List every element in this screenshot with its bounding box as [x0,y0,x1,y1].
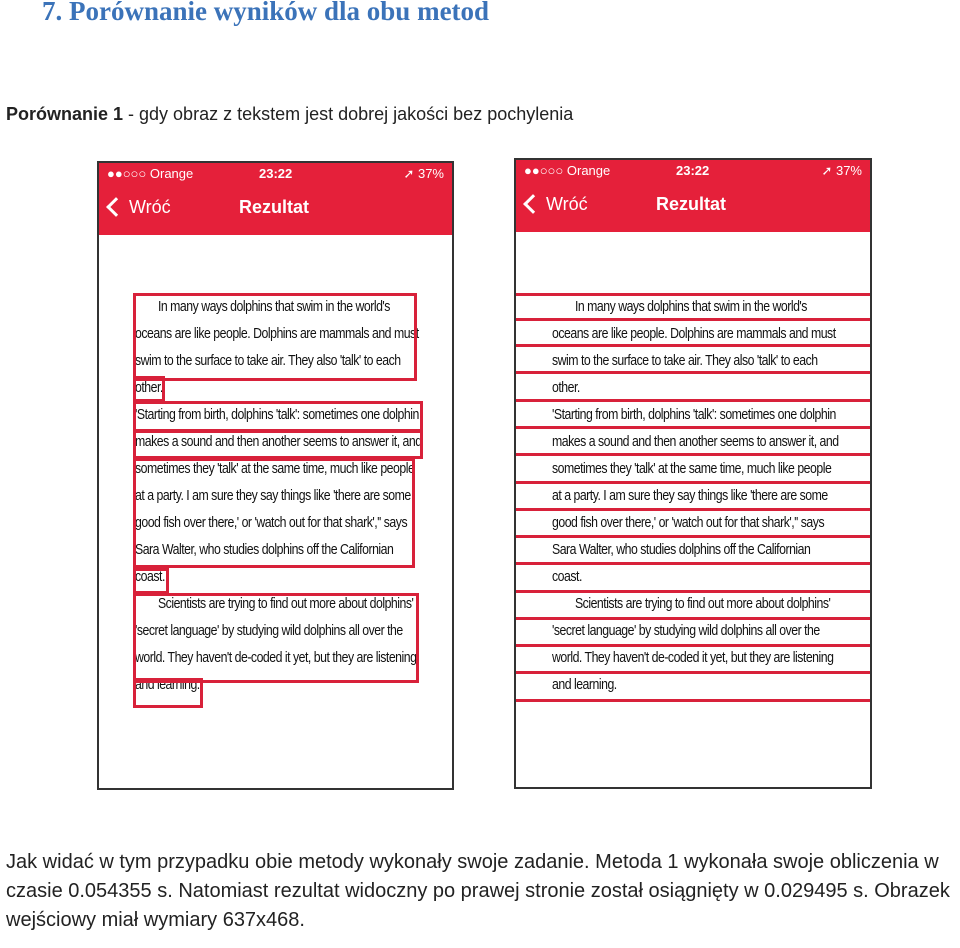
line-separator [516,644,870,647]
section-heading: 7. Porównanie wyników dla obu metod [42,0,490,26]
ocr-line: makes a sound and then another seems to answer it, and [552,433,839,450]
back-button[interactable] [526,194,588,215]
chevron-left-icon [523,194,543,214]
status-bar [99,166,452,184]
line-separator [516,399,870,402]
line-separator [516,671,870,674]
phone-screenshot-method-2 [514,158,872,789]
screen-title: Rezultat [656,194,727,214]
line-separator [516,481,870,484]
line-separator [516,699,870,702]
ocr-line: coast. [135,568,165,585]
comparison-label: Porównanie 1 [6,104,124,124]
detection-box [133,293,417,381]
ocr-line: Sara Walter, who studies dolphins off the Californian [135,541,394,558]
ocr-line: 'secret language' by studying wild dolphins all over the [135,622,403,639]
detection-box [133,458,415,568]
ocr-line: makes a sound and then another seems to answer it, and [135,433,422,450]
ocr-line: In many ways dolphins that swim in the world's [157,298,390,315]
app-header [516,160,870,232]
ocr-line: and learning. [552,676,617,693]
ocr-line: Scientists are trying to find out more about dolphins' [157,595,414,612]
line-separator [516,590,870,593]
back-button[interactable] [109,197,171,218]
ocr-line: Sara Walter, who studies dolphins off the Californian [552,541,811,558]
ocr-line: other. [552,379,580,396]
app-header [99,163,452,235]
ocr-line: world. They haven't de-coded it yet, but they are listening [552,649,834,666]
status-bar [516,163,870,181]
back-label: Wróć [546,194,588,214]
ocr-line: and learning. [135,676,200,693]
line-separator [516,562,870,565]
line-separator [516,426,870,429]
line-separator [516,344,870,347]
line-separator [516,318,870,321]
ocr-line: sometimes they 'talk' at the same time, much like people [135,460,415,477]
ocr-line: Scientists are trying to find out more about dolphins' [574,595,831,612]
ocr-line: oceans are like people. Dolphins are mammals and must [552,325,836,342]
line-separator [516,453,870,456]
nav-bar [516,194,870,222]
ocr-line: good fish over there,' or 'watch out for that shark','' says [135,514,408,531]
line-separator [516,617,870,620]
ocr-line: 'Starting from birth, dolphins 'talk': sometimes one dolphin [552,406,836,423]
nav-bar [99,197,452,225]
detection-box [133,593,419,683]
phone-screenshot-method-1 [97,161,454,790]
battery-indicator: ➚ 37% [403,166,444,181]
ocr-line: at a party. I am sure they say things like 'there are some [135,487,411,504]
ocr-line: 'secret language' by studying wild dolphins all over the [552,622,820,639]
comparison-description: - gdy obraz z tekstem jest dobrej jakości bez pochylenia [123,104,574,124]
detection-box [133,376,165,402]
ocr-line: swim to the surface to take air. They also 'talk' to each [135,352,401,369]
back-label: Wróć [129,197,171,217]
carrier-label: ●●○○○ Orange [524,163,611,178]
detection-box [133,568,169,594]
line-separator [516,508,870,511]
ocr-line: swim to the surface to take air. They also 'talk' to each [552,352,818,369]
carrier-label: ●●○○○ Orange [107,166,194,181]
ocr-line: coast. [552,568,582,585]
ocr-text [516,293,870,698]
results-paragraph: Jak widać w tym przypadku obie metody wykonały swoje zadanie. Metoda 1 wykonała swoje obliczenia w czasie 0.054355 s. Natomiast rezultat widoczny po prawej stronie został osiągnięty w 0.029495 s. Obrazek wejściowy miał wymiary 637x468. [6,851,950,931]
line-separator [516,371,870,374]
ocr-line: In many ways dolphins that swim in the world's [574,298,807,315]
line-separator [516,535,870,538]
detection-box [133,678,203,708]
line-separator [516,293,870,296]
ocr-line: good fish over there,' or 'watch out for that shark','' says [552,514,825,531]
clock: 23:22 [676,163,710,178]
ocr-line: sometimes they 'talk' at the same time, much like people [552,460,832,477]
ocr-line: 'Starting from birth, dolphins 'talk': sometimes one dolphin [135,406,419,423]
comparison-subtitle [6,104,573,125]
ocr-line: world. They haven't de-coded it yet, but they are listening [135,649,417,666]
battery-indicator: ➚ 37% [821,163,862,178]
ocr-line: at a party. I am sure they say things like 'there are some [552,487,828,504]
clock: 23:22 [259,166,293,181]
ocr-line: other. [135,379,163,396]
ocr-line: oceans are like people. Dolphins are mammals and must [135,325,419,342]
detection-box [133,429,423,459]
chevron-left-icon [106,197,126,217]
screen-title: Rezultat [239,197,310,217]
